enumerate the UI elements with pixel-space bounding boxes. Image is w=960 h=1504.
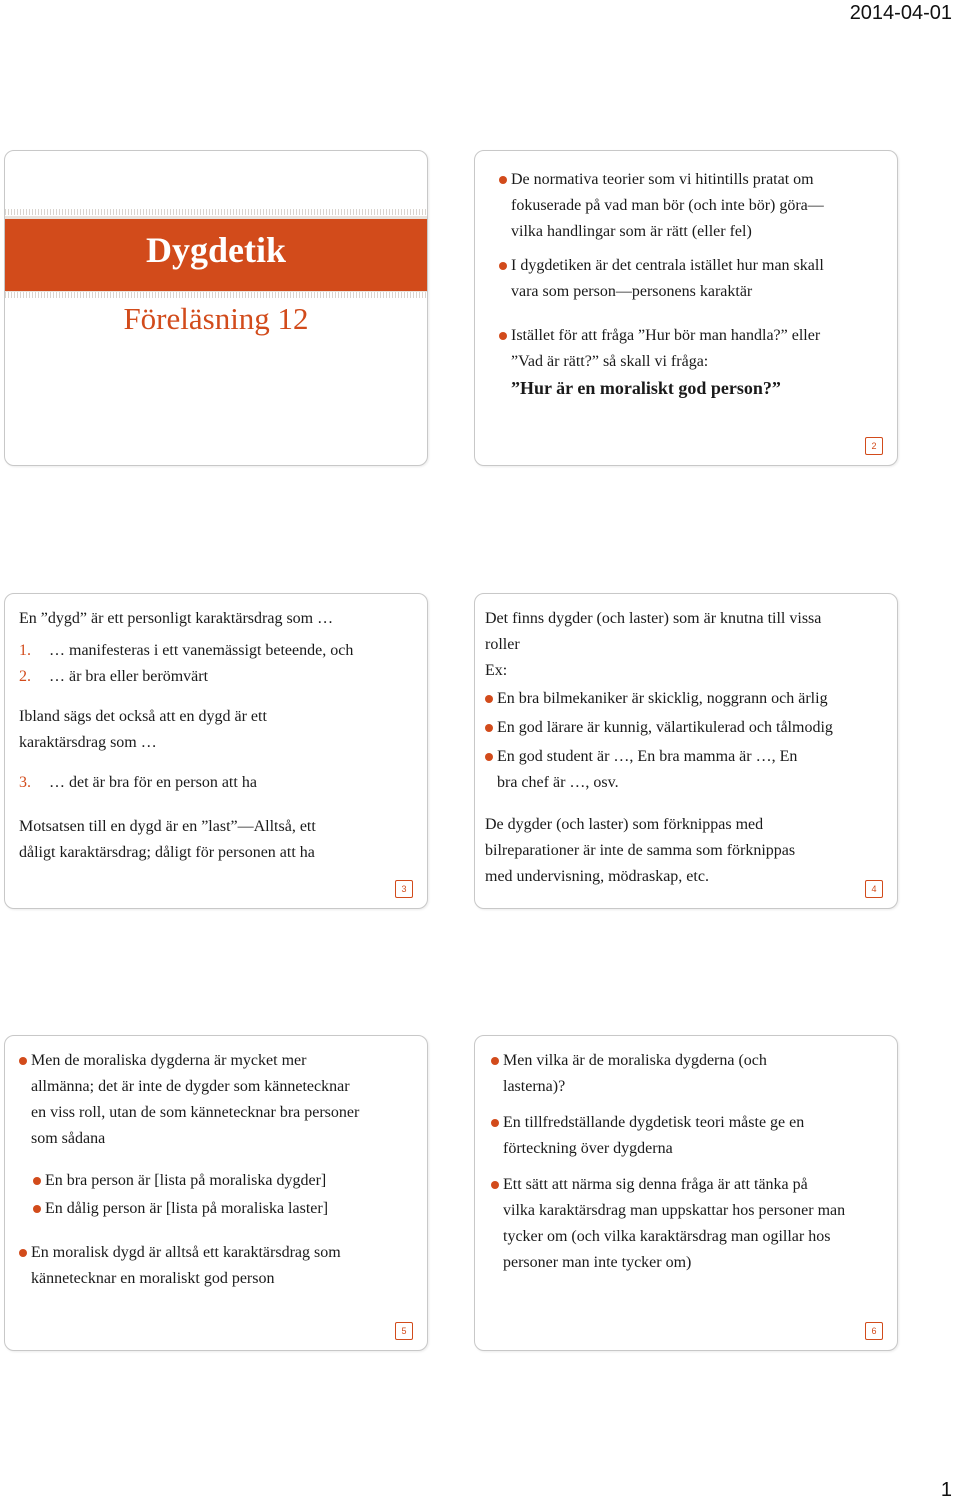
slide-3: [4, 593, 428, 909]
paragraph: [485, 812, 875, 890]
slide-number: 2: [865, 437, 883, 455]
bullet-item: [491, 1110, 875, 1162]
slide-title: Dygdetik: [145, 230, 286, 270]
numbered-item: [19, 770, 405, 796]
decorative-stripe: [5, 209, 427, 215]
slide-5: [4, 1035, 428, 1351]
text-line: Det finns dygder (och laster) som är knutna till vissa: [485, 610, 822, 627]
text-line: tycker om (och vilka karaktärsdrag man ogillar hos: [503, 1228, 831, 1245]
item-text: … manifesteras i ett vanemässigt beteende, och: [49, 642, 354, 659]
bullet-item: [485, 686, 875, 712]
text-line: En moralisk dygd är alltså ett karaktärsdrag som: [31, 1244, 341, 1261]
definition-line: En ”dygd” är ett personligt karaktärsdrag som …: [19, 610, 334, 627]
highlighted-question: ”Hur är en moraliskt god person?”: [511, 378, 781, 398]
bullet-item: [485, 715, 875, 741]
paragraph: [19, 814, 405, 866]
text-line: En bra bilmekaniker är skicklig, noggrann och ärlig: [497, 690, 828, 707]
text-line: vilka handlingar som är rätt (eller fel): [511, 223, 752, 240]
text-line: dåligt karaktärsdrag; dåligt för personen att ha: [19, 844, 315, 861]
item-number: 3.: [19, 774, 31, 791]
bullet-item: [485, 744, 875, 796]
text-line: förteckning över dygderna: [503, 1140, 673, 1157]
text-line: De dygder (och laster) som förknippas med: [485, 816, 764, 833]
page-number: 1: [940, 1479, 952, 1501]
item-number: 2.: [19, 668, 31, 685]
text-line: Istället för att fråga ”Hur bör man handla?” eller: [511, 327, 821, 344]
text-line: En god student är …, En bra mamma är …, En: [497, 748, 798, 765]
bullet-item: [499, 323, 875, 401]
text-line: Motsatsen till en dygd är en ”last”—Alltså, ett: [19, 818, 316, 835]
slide-content: [491, 1048, 875, 1276]
text-line: En bra person är [lista på moraliska dygder]: [45, 1172, 327, 1189]
text-line: roller: [485, 636, 520, 653]
text-line: I dygdetiken är det centrala istället hur man skall: [511, 257, 824, 274]
slide-content: [19, 1048, 405, 1292]
paragraph: [19, 704, 405, 756]
text-line: Ibland sägs det också att en dygd är ett: [19, 708, 267, 725]
numbered-item: [19, 638, 405, 664]
text-line: En dålig person är [lista på moraliska laster]: [45, 1200, 329, 1217]
text-line: bilreparationer är inte de samma som förknippas: [485, 842, 796, 859]
bullet-item: [491, 1048, 875, 1100]
text-line: ”Vad är rätt?” så skall vi fråga:: [511, 353, 709, 370]
bullet-item: [499, 167, 875, 245]
text-line: kännetecknar en moraliskt god person: [31, 1270, 275, 1287]
decorative-stripe: [5, 292, 427, 298]
item-number: 1.: [19, 642, 31, 659]
slide-6: [474, 1035, 898, 1351]
numbered-item: [19, 664, 405, 690]
slide-number: 6: [865, 1322, 883, 1340]
document-date: 2014-04-01: [849, 2, 952, 24]
slide-2: [474, 150, 898, 466]
slide-content: [19, 606, 405, 866]
text-line: allmänna; det är inte de dygder som kännetecknar: [31, 1078, 350, 1095]
text-line: bra chef är …, osv.: [497, 774, 619, 791]
text-line: Men de moraliska dygderna är mycket mer: [31, 1052, 307, 1069]
item-text: … är bra eller berömvärt: [49, 668, 209, 685]
slide-1-title: [4, 150, 428, 466]
text-line: som sådana: [31, 1130, 106, 1147]
slide-content: [485, 606, 875, 890]
text-line: Men vilka är de moraliska dygderna (och: [503, 1052, 767, 1069]
bullet-item: [499, 253, 875, 305]
text-line: vara som person—personens karaktär: [511, 283, 753, 300]
text-line: lasterna)?: [503, 1078, 566, 1095]
text-line: De normativa teorier som vi hitintills pratat om: [511, 171, 814, 188]
title-bar: [5, 216, 427, 294]
text-line: En god lärare är kunnig, välartikulerad och tålmodig: [497, 719, 833, 736]
text-line: karaktärsdrag som …: [19, 734, 157, 751]
text-line: fokuserade på vad man bör (och inte bör) göra—: [511, 197, 824, 214]
slide-number: 4: [865, 880, 883, 898]
text-line: med undervisning, mödraskap, etc.: [485, 868, 709, 885]
text-line: vilka karaktärsdrag man uppskattar hos personer man: [503, 1202, 846, 1219]
text-line: personer man inte tycker om): [503, 1254, 692, 1271]
text-line: En tillfredställande dygdetisk teori måste ge en: [503, 1114, 805, 1131]
text-line: Ett sätt att närma sig denna fråga är att tänka på: [503, 1176, 808, 1193]
bullet-item: [19, 1240, 405, 1292]
sub-bullet-item: [33, 1168, 405, 1194]
bullet-item: [491, 1172, 875, 1276]
bullet-item: [19, 1048, 405, 1152]
slide-number: 5: [395, 1322, 413, 1340]
text-line: en viss roll, utan de som kännetecknar bra personer: [31, 1104, 360, 1121]
sub-bullet-item: [33, 1196, 405, 1222]
slide-subtitle: Föreläsning 12: [123, 301, 309, 336]
example-label: Ex:: [485, 662, 508, 679]
item-text: … det är bra för en person att ha: [49, 774, 257, 791]
slide-number: 3: [395, 880, 413, 898]
slide-content: [499, 167, 875, 401]
slide-4: [474, 593, 898, 909]
